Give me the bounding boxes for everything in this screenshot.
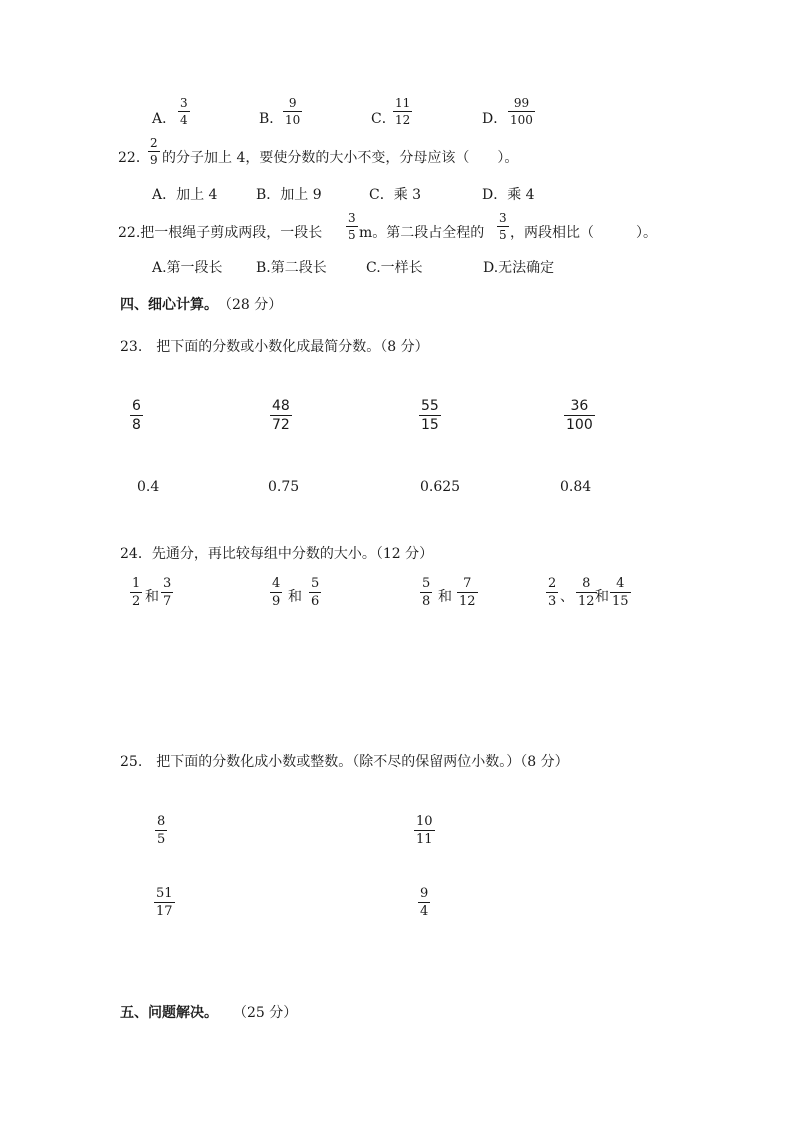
q24-g2-fraction-a — [270, 577, 282, 608]
q23-fraction-2 — [270, 399, 292, 432]
q21-option-b-fraction — [283, 97, 302, 126]
denominator: 100 — [566, 417, 593, 433]
q22b-option-c: C.一样长 — [366, 260, 423, 276]
q24-prompt: 24．先通分，再比较每组中分数的大小。（12 分） — [120, 546, 434, 562]
fraction-bar — [393, 111, 412, 112]
fraction-bar — [178, 111, 190, 112]
fraction-bar — [309, 592, 321, 593]
q22a-option-b: B．加上 9 — [256, 187, 322, 203]
fraction-bar — [130, 592, 142, 593]
q25-prompt: 25. 把下面的分数化成小数或整数。（除不尽的保留两位小数。）（8 分） — [120, 754, 569, 770]
denominator: 11 — [416, 832, 433, 847]
q23-fraction-3 — [419, 399, 441, 432]
denominator: 100 — [510, 113, 533, 127]
q22b-text-part1: 22.把一根绳子剪成两段，一段长 — [118, 225, 323, 241]
numerator: 9 — [420, 886, 429, 901]
q25-fraction-4 — [418, 887, 430, 918]
numerator: 2 — [548, 576, 557, 591]
fraction-bar — [457, 592, 478, 593]
q22b-fraction-1 — [346, 212, 358, 241]
q22a-option-d: D．乘 4 — [482, 187, 535, 203]
numerator: 5 — [422, 576, 431, 591]
fraction-bar — [270, 415, 292, 416]
q21-option-b-letter: B． — [259, 111, 284, 127]
fraction-bar — [346, 226, 358, 227]
fraction-bar — [508, 111, 535, 112]
numerator: 3 — [163, 576, 172, 591]
fraction-bar — [161, 592, 173, 593]
q24-g2-fraction-b — [309, 577, 321, 608]
fraction-bar — [576, 592, 597, 593]
numerator: 8 — [157, 814, 166, 829]
q24-g3-fraction-b — [457, 577, 478, 608]
denominator: 5 — [348, 228, 356, 242]
q21-option-a-fraction — [178, 97, 190, 126]
q21-option-d-letter: D． — [482, 111, 508, 127]
q22b-text-part3: ，两段相比（ ）。 — [510, 225, 657, 241]
denominator: 10 — [285, 113, 301, 127]
fraction-bar — [154, 902, 175, 903]
fraction-bar — [414, 830, 435, 831]
q25-fraction-2 — [414, 815, 435, 846]
denominator: 5 — [499, 228, 507, 242]
q22a-option-c: C．乘 3 — [369, 187, 422, 203]
q22a-fraction — [148, 137, 160, 166]
q22a-number: 22． — [118, 150, 150, 166]
numerator: 2 — [150, 136, 158, 150]
denominator: 7 — [163, 594, 172, 609]
denominator: 15 — [612, 594, 629, 609]
denominator: 2 — [132, 594, 141, 609]
q24-g4-fraction-b — [576, 577, 597, 608]
q23-fraction-4 — [564, 399, 595, 432]
numerator: 1 — [132, 576, 141, 591]
denominator: 12 — [578, 594, 595, 609]
fraction-bar — [130, 415, 143, 416]
denominator: 8 — [422, 594, 431, 609]
numerator: 3 — [499, 211, 507, 225]
denominator: 4 — [180, 113, 188, 127]
q23-decimal-3: 0.625 — [420, 479, 461, 495]
q24-g4-separator-1: 、 — [560, 589, 574, 605]
q23-decimal-4: 0.84 — [560, 479, 592, 495]
q21-option-c-letter: C． — [371, 111, 396, 127]
q22a-option-a: A．加上 4 — [152, 187, 218, 203]
q22b-fraction-2 — [497, 212, 509, 241]
fraction-bar — [418, 902, 430, 903]
section-5-title: 五、问题解决。 — [120, 1005, 218, 1021]
q22a-question-text: 的分子加上 4，要使分数的大小不变，分母应该（ ）。 — [162, 150, 519, 166]
fraction-bar — [148, 151, 160, 152]
numerator: 3 — [348, 211, 356, 225]
fraction-bar — [497, 226, 509, 227]
numerator: 55 — [421, 398, 439, 414]
q25-fraction-1 — [155, 815, 167, 846]
fraction-bar — [564, 415, 595, 416]
q24-g1-fraction-b — [161, 577, 173, 608]
numerator: 8 — [582, 576, 591, 591]
denominator: 72 — [272, 417, 290, 433]
q22b-text-part2: m。第二段占全程的 — [359, 225, 485, 241]
q25-fraction-3 — [154, 887, 175, 918]
q24-g3-fraction-a — [420, 577, 432, 608]
fraction-bar — [270, 592, 282, 593]
denominator: 3 — [548, 594, 557, 609]
numerator: 4 — [272, 576, 281, 591]
numerator: 9 — [288, 96, 297, 110]
denominator: 9 — [272, 594, 281, 609]
denominator: 12 — [459, 594, 476, 609]
fraction-bar — [283, 111, 302, 112]
numerator: 7 — [463, 576, 472, 591]
denominator: 5 — [157, 832, 166, 847]
numerator: 99 — [513, 96, 530, 110]
section-5-points: （25 分） — [233, 1005, 298, 1021]
numerator: 11 — [395, 96, 411, 110]
fraction-bar — [420, 592, 432, 593]
denominator: 9 — [150, 153, 158, 167]
q21-option-c-fraction — [393, 97, 412, 126]
q23-prompt: 23. 把下面的分数或小数化成最简分数。（8 分） — [120, 339, 429, 355]
denominator: 12 — [395, 113, 411, 127]
q24-g2-separator: 和 — [288, 589, 302, 605]
numerator: 3 — [180, 96, 188, 110]
denominator: 17 — [156, 904, 173, 919]
denominator: 4 — [420, 904, 429, 919]
denominator: 15 — [421, 417, 439, 433]
numerator: 5 — [311, 576, 320, 591]
numerator: 48 — [272, 398, 290, 414]
q24-g1-fraction-a — [130, 577, 142, 608]
denominator: 8 — [132, 417, 141, 433]
q22b-option-d: D.无法确定 — [483, 260, 555, 276]
q21-option-a-letter: A． — [152, 111, 177, 127]
section-4-title: 四、细心计算。 — [120, 297, 218, 313]
denominator: 6 — [311, 594, 320, 609]
numerator: 4 — [616, 576, 625, 591]
q24-g1-separator: 和 — [145, 589, 159, 605]
fraction-bar — [155, 830, 167, 831]
fraction-bar — [610, 592, 631, 593]
numerator: 51 — [156, 886, 173, 901]
q22b-option-a: A.第一段长 — [152, 260, 223, 276]
q23-decimal-2: 0.75 — [268, 479, 300, 495]
q21-option-d-fraction — [508, 97, 535, 126]
section-4-points: （28 分） — [218, 297, 283, 313]
q23-fraction-1 — [130, 399, 143, 432]
q24-g4-separator-2: 和 — [595, 589, 609, 605]
q24-g3-separator: 和 — [438, 589, 452, 605]
q24-g4-fraction-a — [546, 577, 558, 608]
numerator: 6 — [132, 398, 141, 414]
fraction-bar — [546, 592, 558, 593]
numerator: 36 — [570, 398, 589, 414]
q22b-option-b: B.第二段长 — [256, 260, 327, 276]
fraction-bar — [419, 415, 441, 416]
q23-decimal-1: 0.4 — [137, 479, 160, 495]
q24-g4-fraction-c — [610, 577, 631, 608]
numerator: 10 — [416, 814, 433, 829]
